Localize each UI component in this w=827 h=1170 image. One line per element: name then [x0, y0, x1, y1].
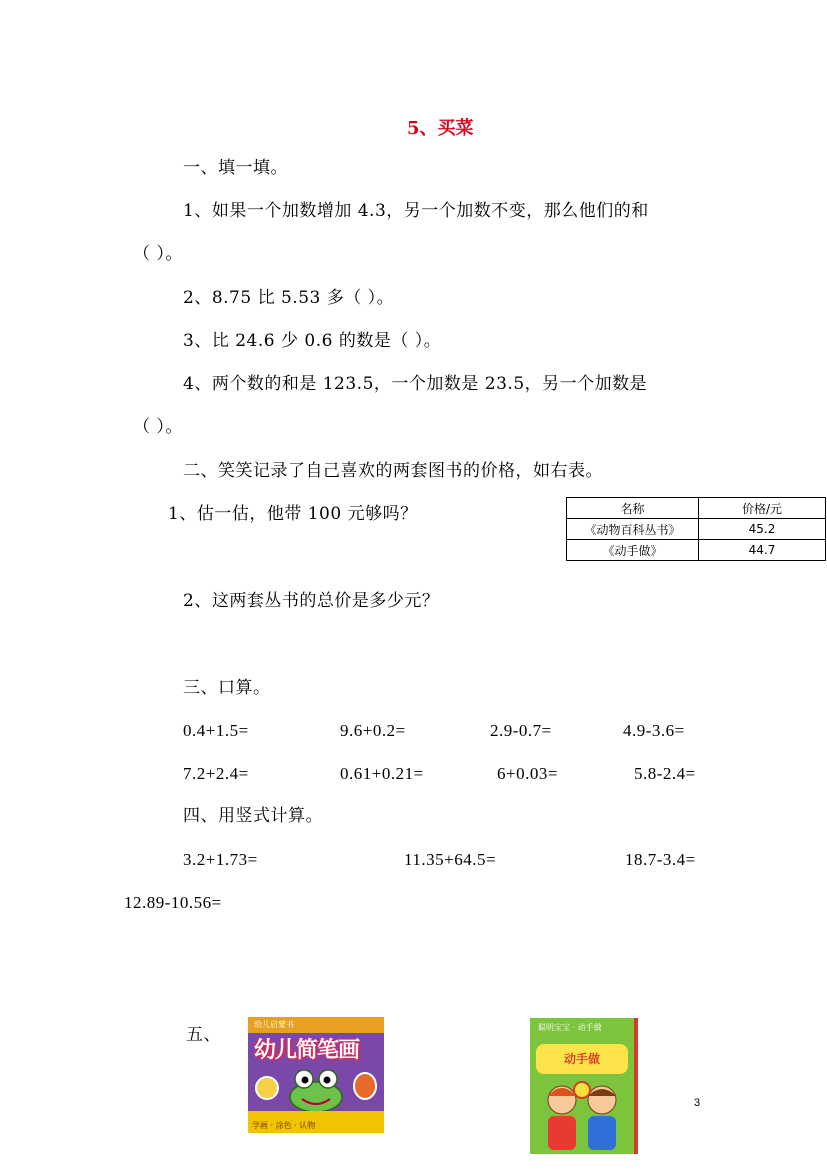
mental-math-item: 6+0.03=	[497, 764, 558, 783]
question-2-1: 1、估一估，他带 100 元够吗？	[168, 504, 418, 524]
mental-math-item: 0.4+1.5=	[183, 721, 249, 740]
sticker-icon	[352, 1071, 378, 1101]
mental-math-item: 2.9-0.7=	[490, 721, 552, 740]
question-1-4-line1: 4、两个数的和是 123.5，一个加数是 23.5，另一个加数是	[183, 374, 648, 394]
column-calc-item: 3.2+1.73=	[183, 850, 258, 869]
section1-heading: 一、填一填。	[183, 158, 288, 178]
table-row	[567, 519, 826, 540]
question-1-1-line1: 1、如果一个加数增加 4.3，另一个加数不变，那么他们的和	[183, 201, 649, 221]
book-title: 幼儿简笔画	[254, 1038, 360, 1063]
page-title: 5、买菜	[407, 118, 474, 139]
question-1-1-line2: （ ）。	[133, 244, 183, 264]
question-1-3: 3、比 24.6 少 0.6 的数是（ ）。	[183, 331, 442, 351]
table-header-name: 名称	[567, 498, 699, 519]
mental-math-item: 0.61+0.21=	[340, 764, 424, 783]
mental-math-item: 9.6+0.2=	[340, 721, 406, 740]
mental-math-item: 4.9-3.6=	[623, 721, 685, 740]
table-row	[567, 540, 826, 561]
mental-math-item: 5.8-2.4=	[634, 764, 696, 783]
question-1-2: 2、8.75 比 5.53 多（ ）。	[183, 288, 395, 308]
page-number: 3	[694, 1097, 701, 1109]
section4-heading: 四、用竖式计算。	[183, 806, 323, 826]
book-cover-drawing	[248, 1017, 384, 1133]
table-cell-price: 44.7	[699, 540, 826, 561]
book-title-panel	[536, 1044, 628, 1074]
section5-label: 五、	[186, 1025, 221, 1045]
children-illustration-icon	[534, 1078, 630, 1152]
column-calc-item: 18.7-3.4=	[625, 850, 696, 869]
book-title: 动手做	[563, 1052, 600, 1066]
mental-math-item: 7.2+2.4=	[183, 764, 249, 783]
question-1-4-line2: （ ）。	[133, 417, 183, 437]
frog-icon	[284, 1067, 348, 1113]
book-top-text: 聪明宝宝 · 动手做	[538, 1023, 602, 1032]
price-table	[566, 497, 826, 561]
sticker-icon	[254, 1075, 280, 1101]
question-2-2: 2、这两套丛书的总价是多少元？	[183, 591, 440, 611]
table-cell-book: 《动手做》	[567, 540, 699, 561]
column-calc-item: 12.89-10.56=	[124, 893, 222, 912]
book-cover-handcraft	[530, 1018, 638, 1154]
book-footer-text: 学画 · 涂色 · 认物	[252, 1121, 316, 1130]
column-calc-item: 11.35+64.5=	[404, 850, 497, 869]
table-cell-book: 《动物百科丛书》	[567, 519, 699, 540]
section2-heading: 二、笑笑记录了自己喜欢的两套图书的价格，如右表。	[183, 461, 603, 481]
book-band-text: 幼儿启蒙书	[254, 1020, 294, 1029]
table-cell-price: 45.2	[699, 519, 826, 540]
section3-heading: 三、口算。	[183, 678, 271, 698]
table-header-price: 价格/元	[699, 498, 826, 519]
table-header-row	[567, 498, 826, 519]
